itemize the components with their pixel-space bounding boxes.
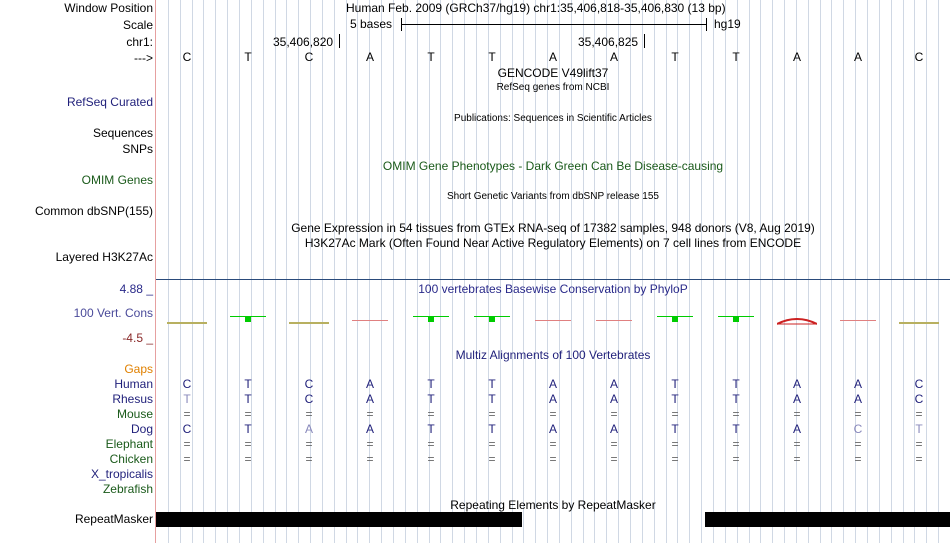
position-tick-2 <box>644 34 645 48</box>
alignment-base: A <box>609 377 618 391</box>
alignment-base: = <box>732 452 740 466</box>
alignment-base: T <box>488 377 496 391</box>
repeatmasker-label[interactable]: RepeatMasker <box>74 512 153 526</box>
phylop-negative-peak <box>777 318 817 325</box>
alignment-base: T <box>488 422 496 436</box>
alignment-base: T <box>244 392 252 406</box>
phylop-mark <box>167 322 207 324</box>
species-label-rhesus[interactable]: Rhesus <box>112 392 153 406</box>
position-label-2: 35,406,825 <box>578 35 639 49</box>
phylop-mark <box>840 320 876 321</box>
alignment-base: A <box>548 377 557 391</box>
omim-genes-label[interactable]: OMIM Genes <box>81 173 153 187</box>
phylop-mark <box>777 314 817 320</box>
phylop-mark <box>413 316 449 317</box>
phylop-mark <box>230 316 266 317</box>
alignment-base: C <box>914 377 924 391</box>
alignment-base: A <box>365 377 374 391</box>
repeat-element-block[interactable] <box>705 512 950 527</box>
alignment-base: = <box>549 452 557 466</box>
phylop-mark <box>535 320 571 321</box>
species-label-chicken[interactable]: Chicken <box>109 452 153 466</box>
alignment-base: = <box>671 407 679 421</box>
chrom-label: chr1: <box>126 35 153 49</box>
alignment-base: = <box>244 407 252 421</box>
reference-base: C <box>304 50 314 64</box>
refseq-curated-label[interactable]: RefSeq Curated <box>66 95 153 109</box>
alignment-base: A <box>792 377 801 391</box>
alignment-base: T <box>732 422 740 436</box>
reference-base: A <box>853 50 862 64</box>
alignment-base: A <box>792 422 801 436</box>
reference-base: T <box>732 50 740 64</box>
alignment-base: C <box>304 392 314 406</box>
alignment-base: T <box>244 422 252 436</box>
alignment-base: = <box>183 407 191 421</box>
species-label-mouse[interactable]: Mouse <box>116 407 153 421</box>
alignment-base: T <box>732 377 740 391</box>
phylop-mark <box>899 322 939 324</box>
repeat-element-block[interactable] <box>156 512 522 527</box>
reference-base: C <box>914 50 924 64</box>
phylop-peak <box>733 316 739 322</box>
phylop-max-label: 4.88 _ <box>119 282 153 296</box>
reference-base: T <box>671 50 679 64</box>
alignment-base: = <box>183 452 191 466</box>
alignment-base: T <box>427 422 435 436</box>
alignment-base: T <box>183 392 191 406</box>
species-label-x_tropicalis[interactable]: X_tropicalis <box>90 467 153 481</box>
species-label-dog[interactable]: Dog <box>130 422 153 436</box>
alignment-base: A <box>853 377 862 391</box>
sequences-label[interactable]: Sequences <box>92 126 153 140</box>
alignment-base: = <box>854 452 862 466</box>
phylop-peak <box>245 316 251 322</box>
gencode-track-title[interactable]: GENCODE V49lift37 <box>497 66 609 80</box>
alignment-base: A <box>365 422 374 436</box>
reference-base: C <box>182 50 192 64</box>
scale-bar <box>401 17 707 31</box>
alignment-base: C <box>853 422 863 436</box>
alignment-base: = <box>549 437 557 451</box>
alignment-base: = <box>854 407 862 421</box>
alignment-base: A <box>609 422 618 436</box>
scale-text: 5 bases <box>350 17 393 31</box>
alignment-base: = <box>244 452 252 466</box>
position-label-1: 35,406,820 <box>273 35 334 49</box>
common-dbsnp-label[interactable]: Common dbSNP(155) <box>34 204 153 218</box>
alignment-base: = <box>732 407 740 421</box>
window-position-text[interactable]: Human Feb. 2009 (GRCh37/hg19) chr1:35,406,818-35,406,830 (13 bp) <box>346 1 726 15</box>
alignment-base: C <box>304 377 314 391</box>
alignment-base: A <box>548 422 557 436</box>
layered-h3k27ac-label[interactable]: Layered H3K27Ac <box>55 250 153 264</box>
gaps-label[interactable]: Gaps <box>124 362 153 376</box>
alignment-base: = <box>915 452 923 466</box>
alignment-base: = <box>366 437 374 451</box>
phylop-peak <box>489 316 495 322</box>
alignment-base: = <box>366 407 374 421</box>
alignment-base: = <box>488 437 496 451</box>
alignment-base: = <box>305 452 313 466</box>
publications-track-title: Publications: Sequences in Scientific Articles <box>454 113 652 124</box>
alignment-base: A <box>548 392 557 406</box>
phylop-peak <box>428 316 434 322</box>
phylop-min-label: -4.5 _ <box>122 331 153 345</box>
alignment-base: C <box>182 377 192 391</box>
alignment-base: = <box>793 407 801 421</box>
reference-base: A <box>548 50 557 64</box>
alignment-base: T <box>732 392 740 406</box>
alignment-base: = <box>305 437 313 451</box>
phylop-track-title: 100 vertebrates Basewise Conservation by PhyloP <box>418 282 688 296</box>
alignment-base: A <box>853 392 862 406</box>
species-label-elephant[interactable]: Elephant <box>105 437 153 451</box>
gtex-track-title: Gene Expression in 54 tissues from GTEx RNA-seq of 17382 samples, 948 donors (V8, Aug 2019) <box>291 221 815 235</box>
reference-base: T <box>427 50 435 64</box>
alignment-base: T <box>427 377 435 391</box>
alignment-base: = <box>610 437 618 451</box>
multiz-track-title: Multiz Alignments of 100 Vertebrates <box>455 348 651 362</box>
alignment-base: = <box>488 452 496 466</box>
alignment-base: C <box>914 392 924 406</box>
phylop-track-label[interactable]: 100 Vert. Cons <box>73 306 153 320</box>
alignment-base: T <box>915 422 923 436</box>
alignment-base: A <box>304 422 313 436</box>
scale-assembly: hg19 <box>714 17 741 31</box>
alignment-base: A <box>609 392 618 406</box>
reference-base: T <box>244 50 252 64</box>
alignment-base: A <box>365 392 374 406</box>
alignment-base: T <box>671 422 679 436</box>
alignment-base: = <box>671 437 679 451</box>
scale-label: Scale <box>122 18 153 32</box>
phylop-mark <box>718 316 754 317</box>
position-tick-1 <box>339 34 340 48</box>
alignment-base: = <box>732 437 740 451</box>
alignment-base: = <box>366 452 374 466</box>
strand-label: ---> <box>134 51 153 65</box>
alignment-base: A <box>792 392 801 406</box>
alignment-base: = <box>854 437 862 451</box>
alignment-base: = <box>183 437 191 451</box>
repeatmasker-track-title: Repeating Elements by RepeatMasker <box>450 498 656 512</box>
alignment-base: C <box>182 422 192 436</box>
phylop-mark <box>596 320 632 321</box>
alignment-base: = <box>244 437 252 451</box>
species-label-zebrafish[interactable]: Zebrafish <box>102 482 153 496</box>
phylop-mark <box>289 322 329 324</box>
refseq-track-subtitle: RefSeq genes from NCBI <box>496 82 610 93</box>
alignment-base: = <box>610 452 618 466</box>
alignment-base: T <box>671 392 679 406</box>
phylop-mark <box>657 316 693 317</box>
phylop-mark <box>474 316 510 317</box>
dbsnp-track-title: Short Genetic Variants from dbSNP release 155 <box>447 191 659 202</box>
reference-base: T <box>488 50 496 64</box>
alignment-base: = <box>427 407 435 421</box>
alignment-base: T <box>671 377 679 391</box>
alignment-base: = <box>610 407 618 421</box>
reference-base: A <box>792 50 801 64</box>
alignment-base: = <box>915 407 923 421</box>
omim-track-title: OMIM Gene Phenotypes - Dark Green Can Be Disease-causing <box>382 159 724 173</box>
alignment-base: = <box>488 407 496 421</box>
alignment-base: T <box>244 377 252 391</box>
alignment-base: = <box>671 452 679 466</box>
reference-base: A <box>365 50 374 64</box>
reference-base: A <box>609 50 618 64</box>
alignment-base: = <box>915 437 923 451</box>
alignment-base: T <box>427 392 435 406</box>
alignment-base: = <box>427 452 435 466</box>
phylop-peak <box>672 316 678 322</box>
alignment-base: = <box>793 437 801 451</box>
phylop-signal <box>156 300 950 330</box>
phylop-mark <box>352 320 388 321</box>
species-label-human[interactable]: Human <box>114 377 153 391</box>
h3k27ac-track-title: H3K27Ac Mark (Often Found Near Active Regulatory Elements) on 7 cell lines from ENCODE <box>304 236 802 250</box>
alignment-base: = <box>549 407 557 421</box>
alignment-base: = <box>427 437 435 451</box>
track-separator <box>156 279 950 280</box>
alignment-base: = <box>793 452 801 466</box>
alignment-base: T <box>488 392 496 406</box>
window-position-label: Window Position <box>64 1 153 15</box>
alignment-base: = <box>305 407 313 421</box>
snps-label[interactable]: SNPs <box>122 142 153 156</box>
